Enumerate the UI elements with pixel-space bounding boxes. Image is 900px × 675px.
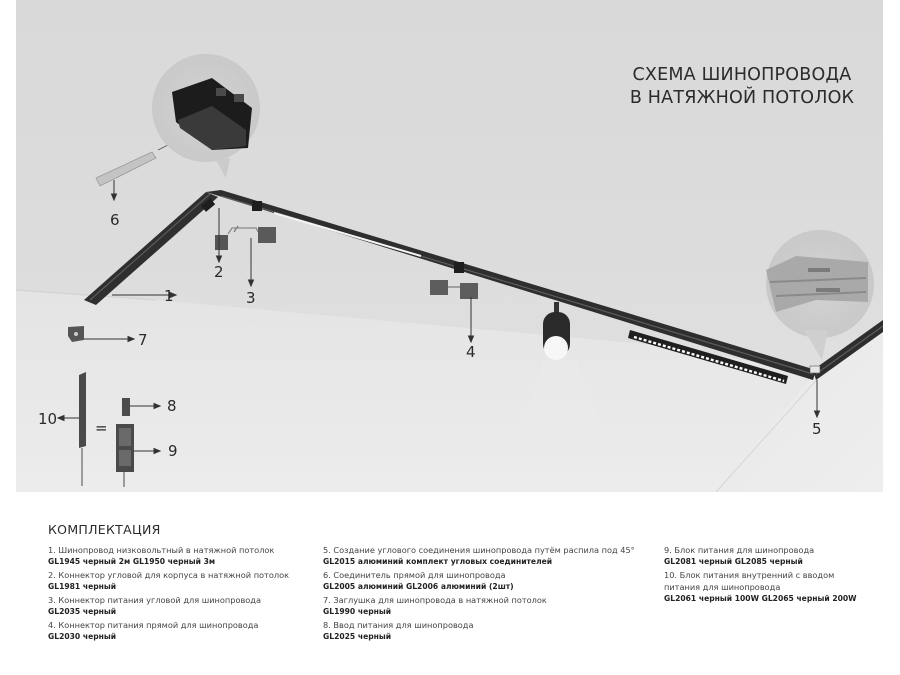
item-name: 5. Создание углового соединения шинопровода путём распила под 45°	[323, 545, 635, 555]
title-line-2: В НАТЯЖНОЙ ПОТОЛОК	[629, 88, 855, 108]
item-code: GL2005 алюминий GL2006 алюминий (2шт)	[323, 582, 514, 591]
callout-1: 1	[164, 287, 174, 305]
item-code: GL2035 черный	[48, 607, 117, 616]
item-code: GL1945 черный 2м GL1950 черный 3м	[48, 557, 216, 566]
diagram-title	[612, 64, 872, 110]
callout-2: 2	[214, 263, 224, 281]
straight-power-connector	[430, 280, 478, 299]
item-name: 6. Соединитель прямой для шинопровода	[323, 570, 506, 580]
profile-detail-magnifier	[152, 54, 260, 178]
item-code: GL2030 черный	[48, 632, 117, 641]
legend-item	[323, 619, 635, 643]
legend-column-1	[48, 544, 289, 644]
item-name: 1. Шинопровод низковольтный в натяжной потолок	[48, 545, 275, 555]
legend-item	[323, 569, 635, 593]
item-code: GL2081 черный GL2085 черный	[664, 557, 803, 566]
legend-column-2	[323, 544, 635, 644]
item-name: 2. Коннектор угловой для корпуса в натяжной потолок	[48, 570, 290, 580]
legend-heading: КОМПЛЕКТАЦИЯ	[48, 522, 161, 537]
callout-9: 9	[168, 442, 178, 460]
item-code: GL2025 черный	[323, 632, 392, 641]
item-name: 10. Блок питания внутренний с вводом питания для шинопровода	[664, 570, 835, 592]
ceiling-track-diagram	[16, 0, 883, 492]
item-name: 8. Ввод питания для шинопровода	[323, 620, 474, 630]
legend-item	[323, 594, 635, 618]
item-name: 9. Блок питания для шинопровода	[664, 545, 815, 555]
callout-4: 4	[466, 343, 476, 361]
components-legend	[0, 492, 900, 675]
callout-7: 7	[138, 331, 148, 349]
callout-3: 3	[246, 289, 256, 307]
legend-item	[323, 544, 635, 568]
equals-sign: =	[95, 419, 108, 437]
item-name: 7. Заглушка для шинопровода в натяжной потолок	[323, 595, 547, 605]
item-code: GL1981 черный	[48, 582, 117, 591]
item-code: GL2015 алюминий комплект угловых соединителей	[323, 557, 553, 566]
legend-item	[48, 594, 289, 618]
callout-5: 5	[812, 420, 822, 438]
item-code: GL2061 черный 100W GL2065 черный 200W	[664, 594, 857, 603]
power-feed	[122, 398, 130, 416]
legend-item	[48, 569, 289, 593]
item-name: 3. Коннектор питания угловой для шинопровода	[48, 595, 261, 605]
legend-item	[48, 619, 289, 643]
item-code: GL1990 черный	[323, 607, 392, 616]
callout-10: 10	[38, 410, 58, 428]
title-line-1: СХЕМА ШИНОПРОВОДА	[632, 65, 852, 85]
legend-column-3	[664, 544, 864, 606]
callout-6: 6	[110, 211, 120, 229]
legend-item	[48, 544, 289, 568]
legend-item	[664, 544, 864, 568]
legend-item	[664, 569, 864, 605]
callout-8: 8	[167, 397, 177, 415]
corner-power-connector	[215, 226, 276, 250]
item-name: 4. Коннектор питания прямой для шинопровода	[48, 620, 259, 630]
